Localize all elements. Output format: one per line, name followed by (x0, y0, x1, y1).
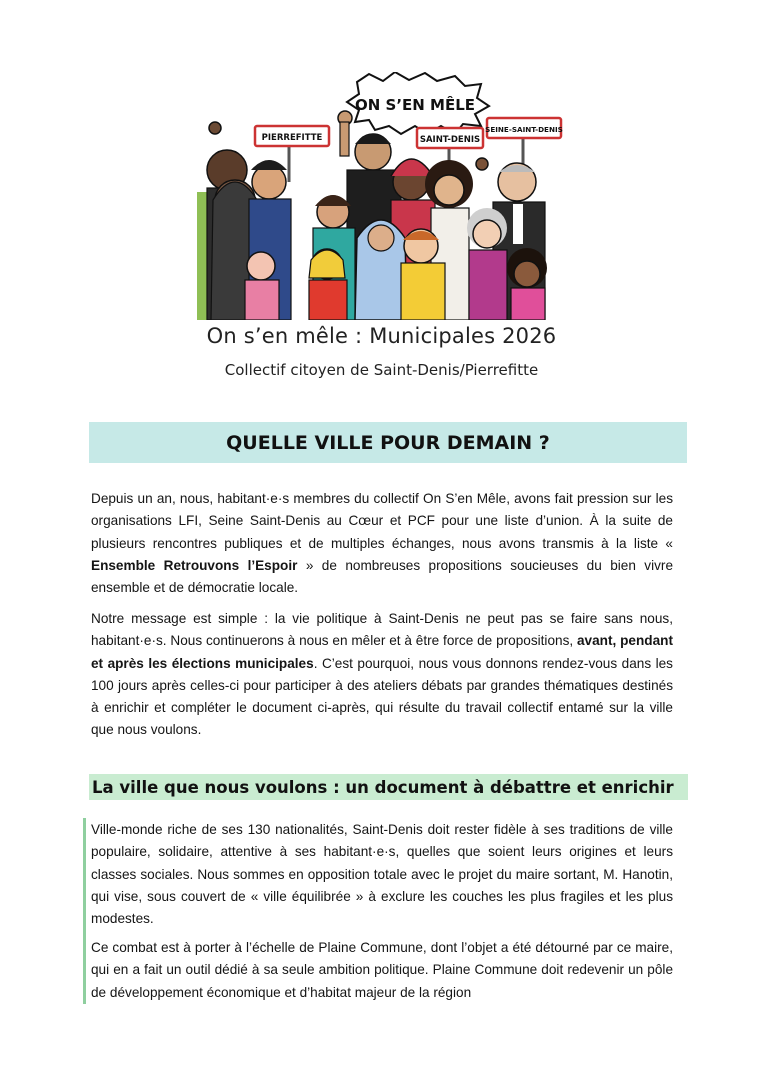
intro-p2-text-c: . C’est pourquoi, nous vous donnons rendez-vous dans les 100 jours après celles-ci pour participer à des ateliers débats par grandes thématiques destinés à enrichir et compléter le document ci-après, qui résulte du travail collectif entamé sur la ville que nous voulons. (91, 655, 673, 738)
intro-p2-emphasis: avant, pendant et après les élections municipales (91, 633, 673, 671)
document-subtitle: Collectif citoyen de Saint-Denis/Pierrefitte (224, 361, 539, 379)
svg-text:SEINE-SAINT-DENIS: SEINE-SAINT-DENIS (485, 125, 563, 134)
main-heading: QUELLE VILLE POUR DEMAIN ? (89, 422, 687, 463)
section-heading: La ville que nous voulons : un document à débattre et enrichir (89, 774, 688, 800)
section-paragraph-1: Ville-monde riche de ses 130 nationalités, Saint-Denis doit rester fidèle à ses traditions de ville populaire, solidaire, attentive à ses habitant·e·s, quelles que soient leurs origines et leurs classes sociales. Nous sommes en opposition totale avec le projet du maire sortant, M. Hanotin, qui vise, sous couvert de « ville équilibrée » à exclure les couches les plus fragiles et les plus modestes. (91, 822, 673, 927)
svg-text:ON S’EN MÊLE: ON S’EN MÊLE (354, 96, 476, 114)
svg-text:SAINT-DENIS: SAINT-DENIS (419, 135, 481, 145)
intro-p1-text-c: » de nombreuses propositions soucieuses du bien vivre ensemble et de démocratie locale. (91, 557, 674, 596)
intro-p2-text-a: Notre message est simple : la vie politique à Saint-Denis ne peut pas se faire sans nous, habitant·e·s. Nous continuerons à nous en mêler et à être force de propositions, (91, 611, 673, 649)
document-title: On s’en mêle : Municipales 2026 (206, 324, 557, 348)
intro-paragraph-2 (91, 608, 673, 742)
crowd-illustration (197, 72, 563, 320)
intro-p1-list-name: Ensemble Retrouvons l’Espoir (91, 557, 298, 573)
intro-paragraph-1 (91, 488, 673, 599)
quote-bar (83, 818, 86, 1004)
section-paragraph-2: Ce combat est à porter à l’échelle de Plaine Commune, dont l’objet a été détourné par ce maire, qui en a fait un outil dédié à sa seule ambition politique. Plaine Commune doit redevenir un pôle de développement économique et d’habitat majeur de la région (91, 940, 673, 1000)
svg-text:PIERREFITTE: PIERREFITTE (261, 133, 323, 143)
intro-p1-text-a: Depuis un an, nous, habitant·e·s membres du collectif On S’en Mêle, avons fait pression sur les organisations LFI, Seine Saint-Denis au Cœur et PCF pour une liste d’union. À la suite de plusieurs rencontres publiques et de multiples échanges, nous avons transmis à la liste « (91, 491, 673, 551)
